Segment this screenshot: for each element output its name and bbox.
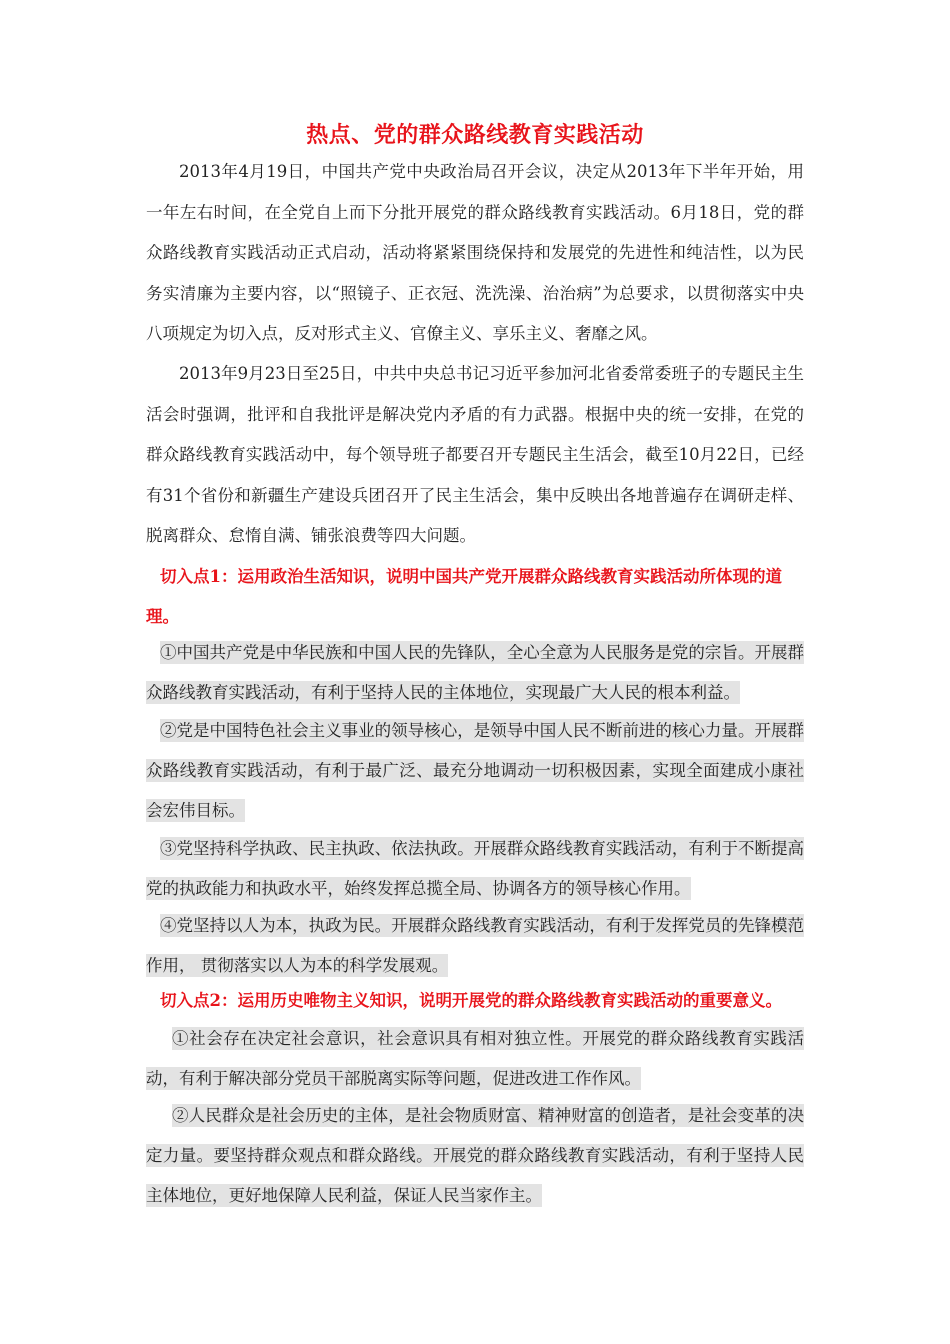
item-text: ①社会存在决定社会意识，社会意识具有相对独立性。开展党的群众路线教育实践活动，有利于解决部分党员干部脱离实际等问题，促进改进工作作风。 <box>146 1029 804 1088</box>
item-text: ③党坚持科学执政、民主执政、依法执政。开展群众路线教育实践活动，有利于不断提高党的执政能力和执政水平，始终发挥总揽全局、协调各方的领导核心作用。 <box>146 839 804 898</box>
entry-point-1-heading: 切入点1：运用政治生活知识，说明中国共产党开展群众路线教育实践活动所体现的道理。 <box>146 567 782 626</box>
entry-point-1-item-2 <box>146 711 804 831</box>
intro-paragraph-2: 2013年9月23日至25日，中共中央总书记习近平参加河北省委常委班子的专题民主生活会时强调，批评和自我批评是解决党内矛盾的有力武器。根据中央的统一安排，在党的群众路线教育实践活动中，每个领导班子都要召开专题民主生活会，截至10月22日，已经有31个省份和新疆生产建设兵团召开了民主生活会，集中反映出各地普遍存在调研走样、脱离群众、怠惰自满、铺张浪费等四大问题。 <box>146 364 804 545</box>
entry-point-1-item-4 <box>146 906 804 986</box>
entry-point-1-item-3 <box>146 829 804 909</box>
intro-paragraph-1: 2013年4月19日，中国共产党中央政治局召开会议，决定从2013年下半年开始，用一年左右时间，在全党自上而下分批开展党的群众路线教育实践活动。6月18日，党的群众路线教育实践活动正式启动，活动将紧紧围绕保持和发展党的先进性和纯洁性，以为民务实清廉为主要内容，以“照镜子、正衣冠、洗洗澡、治治病”为总要求，以贯彻落实中央八项规定为切入点，反对形式主义、官僚主义、享乐主义、奢靡之风。 <box>146 162 804 343</box>
entry-point-1-item-1 <box>146 633 804 713</box>
entry-point-2-item-1 <box>146 1019 804 1099</box>
item-text: ④党坚持以人为本，执政为民。开展群众路线教育实践活动，有利于发挥党员的先锋模范作用， 贯彻落实以人为本的科学发展观。 <box>146 916 804 975</box>
item-text: ②党是中国特色社会主义事业的领导核心，是领导中国人民不断前进的核心力量。开展群众路线教育实践活动，有利于最广泛、最充分地调动一切积极因素，实现全面建成小康社会宏伟目标。 <box>146 721 804 820</box>
entry-point-2-heading: 切入点2：运用历史唯物主义知识，说明开展党的群众路线教育实践活动的重要意义。 <box>160 991 782 1010</box>
item-text: ②人民群众是社会历史的主体，是社会物质财富、精神财富的创造者，是社会变革的决定力量。要坚持群众观点和群众路线。开展党的群众路线教育实践活动，有利于坚持人民主体地位，更好地保障人民利益，保证人民当家作主。 <box>146 1106 804 1205</box>
entry-point-2-item-2 <box>146 1096 804 1216</box>
document-title: 热点、党的群众路线教育实践活动 <box>306 122 644 148</box>
item-text: ①中国共产党是中华民族和中国人民的先锋队，全心全意为人民服务是党的宗旨。开展群众路线教育实践活动，有利于坚持人民的主体地位，实现最广大人民的根本利益。 <box>146 643 804 702</box>
